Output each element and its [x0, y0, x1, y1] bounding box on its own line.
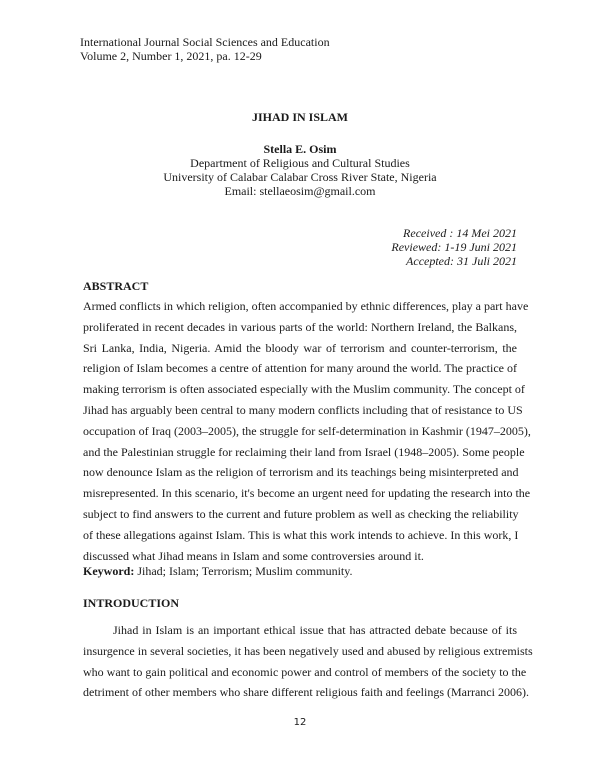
date-reviewed: Reviewed: 1-19 Juni 2021 [391, 240, 517, 254]
text-line: detriment of other members who share different religious faith and feelings (Marranci 2006). [83, 685, 529, 700]
journal-name: International Journal Social Sciences and Education [80, 35, 330, 49]
text-line: Armed conflicts in which religion, often accompanied by ethnic differences, play a part have [83, 299, 529, 313]
paper-title: JIHAD IN ISLAM [251, 110, 348, 124]
text-line: discussed what Jihad means in Islam and some controversies around it. [83, 548, 424, 563]
date-received: Received : 14 Mei 2021 [403, 226, 517, 240]
author-department: Department of Religious and Cultural Studies [190, 156, 410, 170]
author-name: Stella E. Osim [263, 142, 337, 156]
text-line: Jihad in Islam is an important ethical issue that has attracted debate because of its [113, 623, 517, 637]
text-line: occupation of Iraq (2003–2005), the struggle for self-determination in Kashmir (1947–2005), [83, 423, 531, 438]
text-line: Jihad has arguably been central to many modern conflicts including that of resistance to US [83, 403, 523, 417]
author-email[interactable]: Email: stellaeosim@gmail.com [224, 184, 376, 198]
text-line: making terrorism is often associated especially with the Muslim community. The concept of [83, 382, 525, 397]
text-line: Sri Lanka, India, Nigeria. Amid the bloody war of terrorism and counter-terrorism, the [83, 340, 517, 355]
keyword-label: Keyword: [83, 564, 135, 578]
page-number: 12 [293, 717, 307, 728]
abstract-heading: ABSTRACT [83, 279, 149, 293]
keyword-list: Jihad; Islam; Terrorism; Muslim community. [134, 564, 353, 578]
text-line: now denounce Islam as the religion of terrorism and its teachings being misinterpreted and [83, 465, 519, 480]
date-accepted: Accepted: 31 Juli 2021 [406, 254, 517, 268]
author-university: University of Calabar Calabar Cross River State, Nigeria [163, 170, 437, 184]
text-line: insurgence in several societies, it has been negatively used and abused by religious extremists [83, 643, 533, 658]
text-line: and the Palestinian struggle for reclaiming their land from Israel (1948–2005). Some people [83, 444, 525, 459]
introduction-heading: INTRODUCTION [83, 596, 180, 610]
text-line: misrepresented. In this scenario, it's become an urgent need for updating the research into the [83, 486, 531, 501]
journal-volume: Volume 2, Number 1, 2021, pa. 12-29 [80, 49, 262, 63]
keywords [83, 564, 352, 578]
text-line: of these allegations against Islam. This is what this work intends to achieve. In this work, I [83, 527, 519, 542]
text-line: who want to gain political and economic power and control of members of the society to the [83, 664, 527, 679]
text-line: subject to find answers to the current and future problem as well as checking the reliability [83, 507, 519, 521]
text-line: proliferated in recent decades in various parts of the world: Northern Ireland, the Balkans, [83, 319, 517, 334]
text-line: religion of Islam becomes a centre of attention for many around the world. The practice of [83, 361, 517, 376]
